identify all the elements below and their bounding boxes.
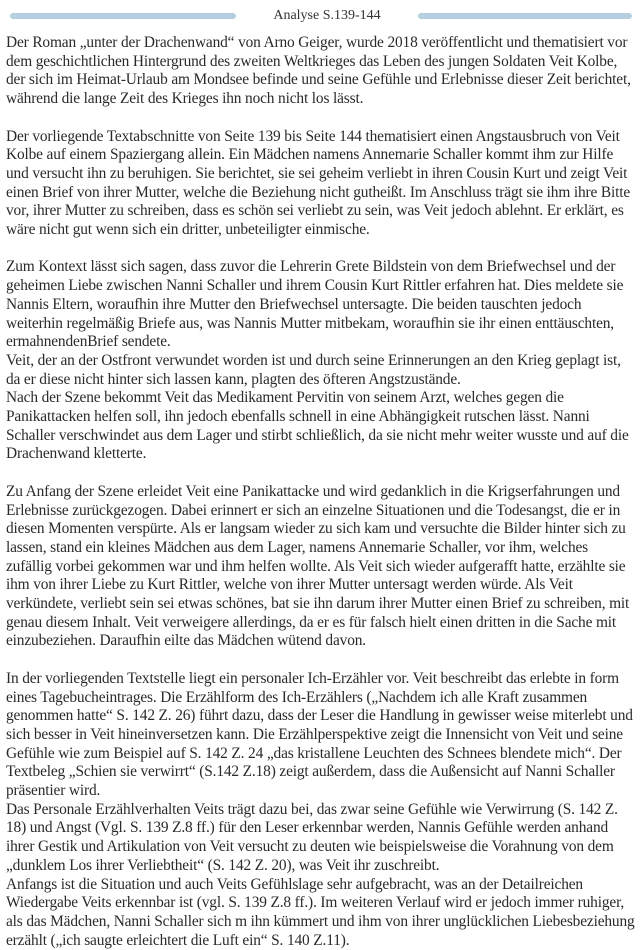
paragraph-summary: Der vorliegende Textabschnitte von Seite 139 bis Seite 144 thematisiert einen Angstausbruch von Veit Kolbe auf einem Spaziergang allein. Ein Mädchen namens Annemarie Schaller kommt ihm zur Hilfe und versucht ihn zu beruhigen. Sie berichtet, sie sei geheim verliebt in ihren Cousin Kurt und zeigt Veit einen Brief von ihrer Mutter, welche die Beziehung nicht gutheißt. Im Anschluss trägt sie ihm ihre Bitte vor, ihrer Mutter zu schreiben, dass es schön sei verliebt zu sein, was Veit jedoch ablehnt. Er erklärt, es wäre nicht gut wenn sich ein dritter, unbeteiligter einmische. — [6, 127, 631, 239]
header-decoration-bar — [10, 13, 236, 19]
paragraph-narrative-behavior: Das Personale Erzählverhalten Veits trägt dazu bei, das zwar seine Gefühle wie Verwirrung (S. 142 Z. 18) und Angst (Vgl. S. 139 Z.8 ff.) für den Leser erkennbar werden, Nannis Gefühle werden anhand ihrer Gestik und Artikulation von Veit versucht zu deuten wie beispielsweise die Vorahnung von dem „dunklem Los ihrer Verliebtheit“ (S. 142 Z. 20), was Veit ihr zuschreibt. — [6, 800, 618, 874]
document-body — [6, 34, 636, 950]
page-header — [4, 4, 636, 26]
header-decoration-bar — [418, 13, 632, 19]
paragraph-context-veit: Veit, der an der Ostfront verwundet worden ist und durch seine Erinnerungen an den Krieg geplagt ist, da er diese nicht hinter sich lassen kann, plagten des öfteren Angstzustände. — [6, 351, 621, 388]
paragraph-scene: Zu Anfang der Szene erleidet Veit eine Panikattacke und wird gedanklich in die Krigserfahrungen und Erlebnisse zurückgezogen. Dabei erinnert er sich an einzelne Situationen und die Todesangst, die er in diesen Momenten verspürte. Als er langsam wieder zu sich kam und versuchte die Bilder hinter sich zu lassen, stand ein kleines Mädchen aus dem Lager, namens Annemarie Schaller, vor ihm, welches zufällig vorbei gekommen war und ihm helfen wollte. Als Veit sich wieder aufgerafft hatte, erzählte sie ihm von ihrer Liebe zu Kurt Rittler, welche von ihrer Mutter untersagt werden würde. Als Veit verkündete, verliebt sein sei etwas schönes, bat sie ihn darum ihrer Mutter einen Brief zu schreiben, mit genau diesem Inhalt. Veit verweigere allerdings, da er es für falsch hielt einen dritten in die Sache mit einzubeziehen. Daraufhin eilte das Mädchen wütend davon. — [6, 482, 630, 650]
paragraph-mood: Anfangs ist die Situation und auch Veits Gefühlslage sehr aufgebracht, was an der Detailreichen Wiedergabe Veits erkennbar ist (vgl. S. 139 Z.8 ff.). Im weiteren Verlauf wird er jedoch immer ruhiger, als das Mädchen, Nanni Schaller sich m ihn kümmert und ihm von ihrer unglücklichen Liebesbeziehung erzählt („ich saugte erleichtert die Luft ein“ S. 140 Z.11). — [6, 875, 635, 949]
paragraph-context-after: Nach der Szene bekommt Veit das Medikament Pervitin von seinem Arzt, welches gegen die Panikattacken helfen soll, ihn jedoch ebenfalls schnell in eine Abhängigkeit rutschen lässt. Nanni Schaller verschwindet aus dem Lager und stirbt schließlich, da sie nicht mehr weiter wusste und auf die Drachenwand kletterte. — [6, 389, 629, 463]
paragraph-intro: Der Roman „unter der Drachenwand“ von Arno Geiger, wurde 2018 veröffentlicht und thematisiert vor dem geschichtlichen Hintergrund des zweiten Weltkrieges das Leben des jungen Soldaten Veit Kolbe, der sich im Heimat-Urlaub am Mondsee befinde und seine Gefühle und Erlebnisse dieser Zeit berichtet, während die lange Zeit des Krieges ihn noch nicht los lässt. — [6, 34, 631, 108]
paragraph-narrator: In der vorliegenden Textstelle liegt ein personaler Ich-Erzähler vor. Veit beschreibt das erlebte in form eines Tagebucheintrages. Die Erzählform des Ich-Erzählers („Nachdem ich alle Kraft zusammen genommen hatte“ S. 142 Z. 26) führt dazu, dass der Leser die Handlung in gewisser weise miterlebt und sich besser in Veit hineinversetzen kann. Die Erzählperspektive zeigt die Innensicht von Veit und seine Gefühle wie zum Beispiel auf S. 142 Z. 24 „das kristallene Leuchten des Schnees blendete mich“. Der Textbeleg „Schien sie verwirrt“ (S.142 Z.18) zeigt außerdem, dass die Außensicht auf Nanni Schaller präsentier wird. — [6, 669, 633, 800]
paragraph-context: Zum Kontext lässt sich sagen, dass zuvor die Lehrerin Grete Bildstein von dem Briefwechsel und der geheimen Liebe zwischen Nanni Schaller und ihrem Cousin Kurt Rittler erfahren hat. Dies meldete sie Nannis Eltern, woraufhin ihre Mutter den Briefwechsel untersagte. Die beiden tauschten jedoch weiterhin regelmäßig Briefe aus, was Nannis Mutter mitbekam, woraufhin sie ihr einen enttäuschten, ermahnendenBrief sendete. — [6, 258, 624, 351]
page-title: Analyse S.139-144 — [236, 7, 418, 25]
